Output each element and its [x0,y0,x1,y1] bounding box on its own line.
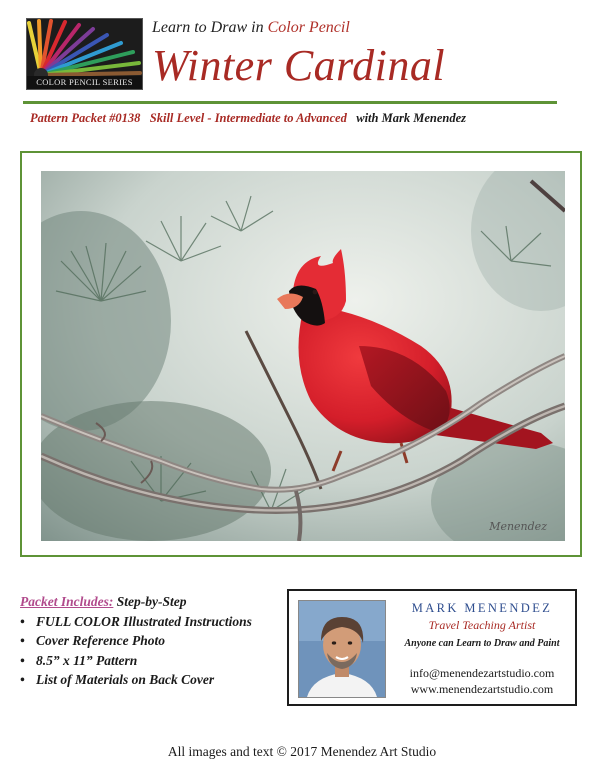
bullet-icon: • [20,614,25,629]
logo-caption: COLOR PENCIL SERIES [27,76,142,89]
includes-lead: Step-by-Step [116,594,187,609]
artist-email-link[interactable]: info@menendezartstudio.com [409,666,555,680]
skill-level: Skill Level - Intermediate to Advanced [149,111,347,125]
artist-signature: Menendez [489,520,547,533]
list-item [20,612,290,631]
list-item-text: List of Materials on Back Cover [36,671,215,687]
tagline-prefix: Learn to Draw in [152,19,268,36]
list-item-text: Cover Reference Photo [36,633,165,649]
list-item [20,651,290,670]
includes-heading [20,594,290,610]
cardinal-illustration [41,171,565,541]
list-item [20,631,290,650]
color-pencil-series-logo [26,18,143,90]
color-pencils-icon [27,19,142,77]
artist-credit: with Mark Menendez [356,111,466,125]
header-divider [23,101,557,104]
artist-portrait-icon [299,601,385,697]
includes-list [20,612,290,689]
artist-motto: Anyone can Learn to Draw and Paint [404,638,560,649]
includes-label: Packet Includes: [20,594,114,609]
artist-photo [298,600,386,698]
list-item-text: FULL COLOR Illustrated Instructions [36,614,252,629]
bullet-icon: • [20,652,25,668]
artist-card [287,589,577,706]
page-title: Winter Cardinal [152,41,446,90]
tagline-accent: Color Pencil [267,19,350,36]
packet-info-line [30,111,466,126]
packet-number: Pattern Packet #0138 [30,111,141,125]
bullet-icon: • [20,633,25,649]
cardinal-painting [41,171,565,541]
tagline [152,19,350,37]
artist-name: MARK MENENDEZ [411,601,553,615]
cover-art-frame [20,151,582,557]
bullet-icon: • [20,671,25,687]
list-item [20,670,290,689]
artist-role: Travel Teaching Artist [428,618,536,632]
copyright-footer: All images and text © 2017 Menendez Art Studio [167,744,437,759]
artist-website-link[interactable]: www.menendezartstudio.com [410,682,554,696]
packet-includes [20,594,290,689]
list-item-text: 8.5” x 11” Pattern [36,652,138,668]
